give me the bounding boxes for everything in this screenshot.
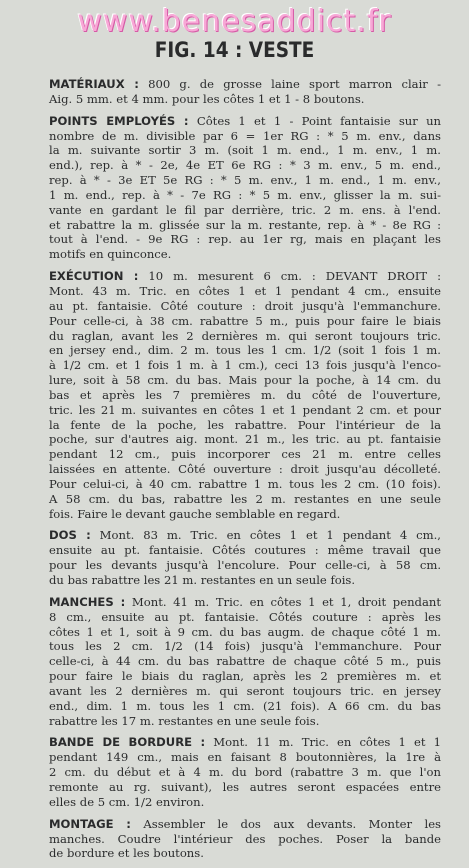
text-line: end., dim. 1 m. tous les 1 cm. (21 fois). A 66 cm. du bas: [49, 698, 441, 713]
text-line: remonte au rg. suivant), les autres seront espacées entre: [49, 779, 441, 794]
text-line: vante en gardant le fil par derrière, tric. 2 m. ens. à l'end.: [49, 202, 441, 217]
paragraph-materiaux: [49, 77, 441, 107]
heading-materiaux: MATÉRIAUX :: [49, 77, 139, 91]
text-line: pendant 12 cm., puis incorporer ces 21 m. entre celles: [49, 447, 441, 462]
text-line: côtes 1 et 1, soit à 9 cm. du bas augm. de chaque côté 1 m.: [49, 624, 441, 639]
text-line: 1 m. end., rep. à * - 7e RG : * 5 m. env., glisser la m. sui-: [49, 187, 441, 202]
text-line: rep. à * - 3e ET 5e RG : * 5 m. env., 1 m. end., 1 m. env.,: [49, 173, 441, 188]
text-line: end.), rep. à * - 2e, 4e ET 6e RG : * 3 m. env., 5 m. end.,: [49, 158, 441, 173]
text-line: pour les devants jusqu'à l'encolure. Pour celle-ci, à 58 cm.: [49, 558, 441, 573]
heading-execution: EXÉCUTION :: [49, 269, 139, 284]
text-line: poche, sur d'autres aig. mont. 21 m., les tric. au pt. fantaisie: [49, 432, 441, 447]
text-line: la m. suivante sortir 3 m. (soit 1 m. end., 1 m. env., 1 m.: [49, 143, 441, 158]
text-line: à 1/2 cm. et 1 fois 1 m. à 1 cm.), ceci 13 fois jusqu'à l'enco-: [49, 358, 441, 373]
paragraph-execution: [49, 269, 441, 521]
paragraph-manches: [49, 595, 441, 729]
text-line: Côtes 1 et 1 - Point fantaisie sur un: [188, 113, 441, 128]
text-line: 10 m. mesurent 6 cm. : DEVANT DROIT :: [138, 269, 441, 284]
text-line: 800 g. de grosse laine sport marron clair -: [138, 77, 441, 91]
text-line: rabattre les 17 m. restantes en une seule fois.: [49, 713, 320, 728]
text-line: avant les 2 dernières m. qui seront toujours tric. en jersey: [49, 683, 441, 698]
watermark: www.benesaddict.fr: [77, 4, 392, 39]
text-line: celle-ci, à 44 cm. du bas rabattre de chaque côté 5 m., puis: [49, 654, 441, 669]
text-line: du bas rabattre les 21 m. restantes en un seule fois.: [49, 573, 356, 587]
text-line: Assembler le dos aux devants. Monter les: [130, 816, 441, 831]
text-line: de bordure et les boutons.: [49, 846, 204, 861]
page-title: FIG. 14 : VESTE: [154, 38, 315, 62]
text-line: pendant 149 cm., mais en faisant 8 boutonnières, la 1re à: [49, 750, 441, 765]
heading-manches: MANCHES :: [49, 594, 126, 609]
text-line: tout à l'end. - 9e RG : rep. au 1er rg, mais en plaçant les: [49, 232, 441, 247]
text-line: du raglan, avant les 2 dernières m. qui seront toujours tric.: [49, 328, 441, 343]
text-line: au pt. fantaisie. Côté couture : droit jusqu'à l'emmanchure.: [49, 298, 441, 313]
text-line: elles de 5 cm. 1/2 environ.: [49, 794, 205, 809]
heading-montage: MONTAGE :: [49, 816, 131, 831]
heading-dos: DOS :: [49, 528, 91, 543]
paragraph-bande: [49, 735, 441, 809]
text-line: nombre de m. divisible par 6 = 1er RG : * 5 m. env., dans: [49, 128, 441, 143]
heading-bande: BANDE DE BORDURE :: [49, 735, 206, 750]
text-line: Pour celui-ci, à 40 cm. rabattre 1 m. tous les 2 cm. (10 fois).: [49, 476, 441, 491]
text-line: 2 cm. du début et à 4 m. du bord (rabattre 3 m. que l'on: [49, 765, 441, 780]
text-line: lure, soit à 58 cm. du bas. Mais pour la poche, à 14 cm. du: [49, 373, 441, 388]
instructions-text: [49, 77, 441, 868]
text-line: fois. Faire le devant gauche semblable en regard.: [49, 506, 341, 521]
text-line: pour faire le biais du raglan, après les 2 premières m. et: [49, 669, 441, 684]
text-line: Pour celle-ci, à 38 cm. rabattre 5 m., puis pour faire le biais: [49, 313, 441, 328]
heading-points: POINTS EMPLOYÉS :: [49, 113, 189, 128]
text-line: Mont. 11 m. Tric. en côtes 1 et 1: [205, 735, 442, 750]
paragraph-points: [49, 114, 441, 262]
text-line: en jersey end., dim. 2 m. tous les 1 cm. 1/2 (soit 1 fois 1 m.: [49, 343, 441, 358]
text-line: Mont. 41 m. Tric. en côtes 1 et 1, droit pendant: [125, 594, 441, 609]
text-line: A 58 cm. du bas, rabattre les 2 m. restantes en une seule: [49, 491, 441, 506]
text-line: tous les 2 cm. 1/2 (14 fois) jusqu'à l'emmanchure. Pour: [49, 639, 441, 654]
text-line: motifs en quinconce.: [49, 247, 172, 262]
text-line: ensuite au pt. fantaisie. Côtés coutures : même travail que: [49, 543, 441, 558]
paragraph-montage: [49, 817, 441, 862]
text-line: manches. Coudre l'intérieur des poches. Poser la bande: [49, 831, 441, 846]
text-line: la fente de la poche, les rabattre. Pour l'intérieur de la: [49, 417, 441, 432]
text-line: Mont. 83 m. Tric. en côtes 1 et 1 pendant 4 cm.,: [90, 528, 441, 543]
text-line: bas et après les 7 premières m. du côté de l'ouverture,: [49, 387, 441, 402]
paragraph-dos: [49, 528, 441, 587]
text-line: et rabattre la m. glissée sur la m. restante, rep. à * - 8e RG :: [49, 217, 441, 232]
text-line: tric. les 21 m. suivantes en côtes 1 et 1 pendant 2 cm. et pour: [49, 402, 441, 417]
text-line: Mont. 43 m. Tric. en côtes 1 et 1 pendant 4 cm., ensuite: [49, 283, 441, 298]
text-line: laissées en attente. Côté ouverture : droit jusqu'au décolleté.: [49, 462, 441, 477]
text-line: 8 cm., ensuite au pt. fantaisie. Côtés couture : après les: [49, 609, 441, 624]
text-line: Aig. 5 mm. et 4 mm. pour les côtes 1 et 1 - 8 boutons.: [49, 91, 365, 106]
